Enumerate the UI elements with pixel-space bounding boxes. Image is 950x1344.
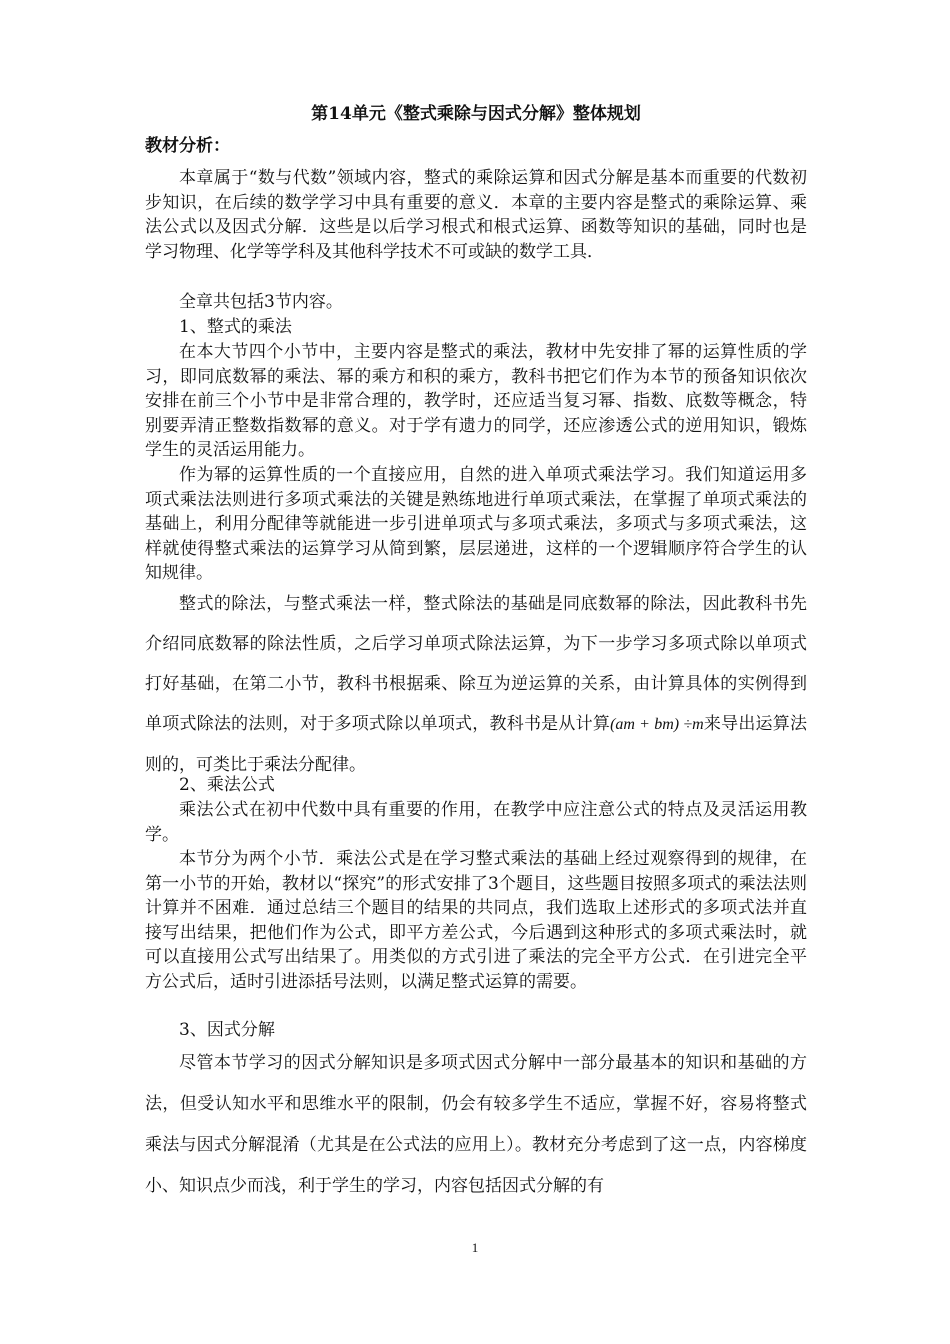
page-number: 1 (471, 1240, 479, 1255)
subsection-heading-factorization: 3、因式分解 (179, 1020, 275, 1040)
paragraph-formulas-2: 本节分为两个小节．乘法公式是在学习整式乘法的基础上经过观察得到的规律，在第一小节的开始，教材以“探究”的形式安排了3个题目，这些题目按照多项式的乘法法则计算并不困难．通过总结三个题目的结果的共同点，我们选取上述形式的多项式法并直接写出结果，把他们作为公式，即平方差公式，今后遇到这种形式的多项式乘法时，就可以直接用公式写出结果了。用类似的方式引进了乘法的完全平方公式．在引进完全平方公式后，适时引进添括号法则，以满足整式运算的需要。 (145, 849, 807, 992)
division-formula: (am + bm) ÷m (610, 716, 704, 733)
paragraph-multiplication-1: 在本大节四个小节中，主要内容是整式的乘法，教材中先安排了幂的运算性质的学习，即同底数幂的乘法、幂的乘方和积的乘方，教科书把它们作为本节的预备知识依次安排在前三个小节中是非常合理的，教学时，还应适当复习幂、指数、底数等概念，特别要弄清正整数指数幂的意义。对于学有遗力的同学，还应渗透公式的逆用知识，锻炼学生的灵活运用能力。 (145, 342, 807, 461)
paragraph-division-text: 整式的除法，与整式乘法一样，整式除法的基础是同底数幂的除法，因此教科书先介绍同底数幂的除法性质，之后学习单项式除法运算，为下一步学习多项式除以单项式打好基础，在第二小节，教科书根据乘、除互为逆运算的关系，由计算具体的实例得到单项式除法的法则，对于多项式除以单项式，教科书是从计算 (145, 594, 807, 734)
paragraph-intro: 本章属于“数与代数”领域内容，整式的乘除运算和因式分解是基本而重要的代数初步知识，在后续的数学学习中具有重要的意义．本章的主要内容是整式的乘除运算、乘法公式以及因式分解．这些是以后学习根式和根式运算、函数等知识的基础，同时也是学习物理、化学等学科及其他科学技术不可或缺的数学工具． (145, 168, 807, 262)
subsection-heading-multiplication: 1、整式的乘法 (179, 317, 292, 337)
subsection-heading-formulas: 2、乘法公式 (179, 775, 275, 795)
paragraph-factorization: 尽管本节学习的因式分解知识是多项式因式分解中一部分最基本的知识和基础的方法，但受认知水平和思维水平的限制，仍会有较多学生不适应，掌握不好，容易将整式乘法与因式分解混淆（尤其是在公式法的应用上）。教材充分考虑到了这一点，内容梯度小、知识点少而浅，利于学生的学习，内容包括因式分解的有 (145, 1053, 807, 1196)
paragraph-multiplication-2: 作为幂的运算性质的一个直接应用，自然的进入单项式乘法学习。我们知道运用多项式乘法法则进行多项式乘法的关键是熟练地进行单项式乘法，在掌握了单项式乘法的基础上，利用分配律等就能进一步引进单项式与多项式乘法，多项式与多项式乘法，这样就使得整式乘法的运算学习从简到繁，层层递进，这样的一个逻辑顺序符合学生的认知规律。 (145, 465, 807, 584)
paragraph-formulas-1: 乘法公式在初中代数中具有重要的作用，在教学中应注意公式的特点及灵活运用教学。 (145, 800, 807, 845)
paragraph-division-tail: 来导出运算法则的，可类比于乘法分配律。 (145, 714, 808, 775)
paragraph-division (145, 584, 807, 785)
paragraph-chapter-count: 全章共包括3节内容。 (179, 292, 343, 312)
document-title: 第14单元《整式乘除与因式分解》整体规划 (311, 104, 641, 124)
section-heading: 教材分析： (145, 136, 230, 156)
